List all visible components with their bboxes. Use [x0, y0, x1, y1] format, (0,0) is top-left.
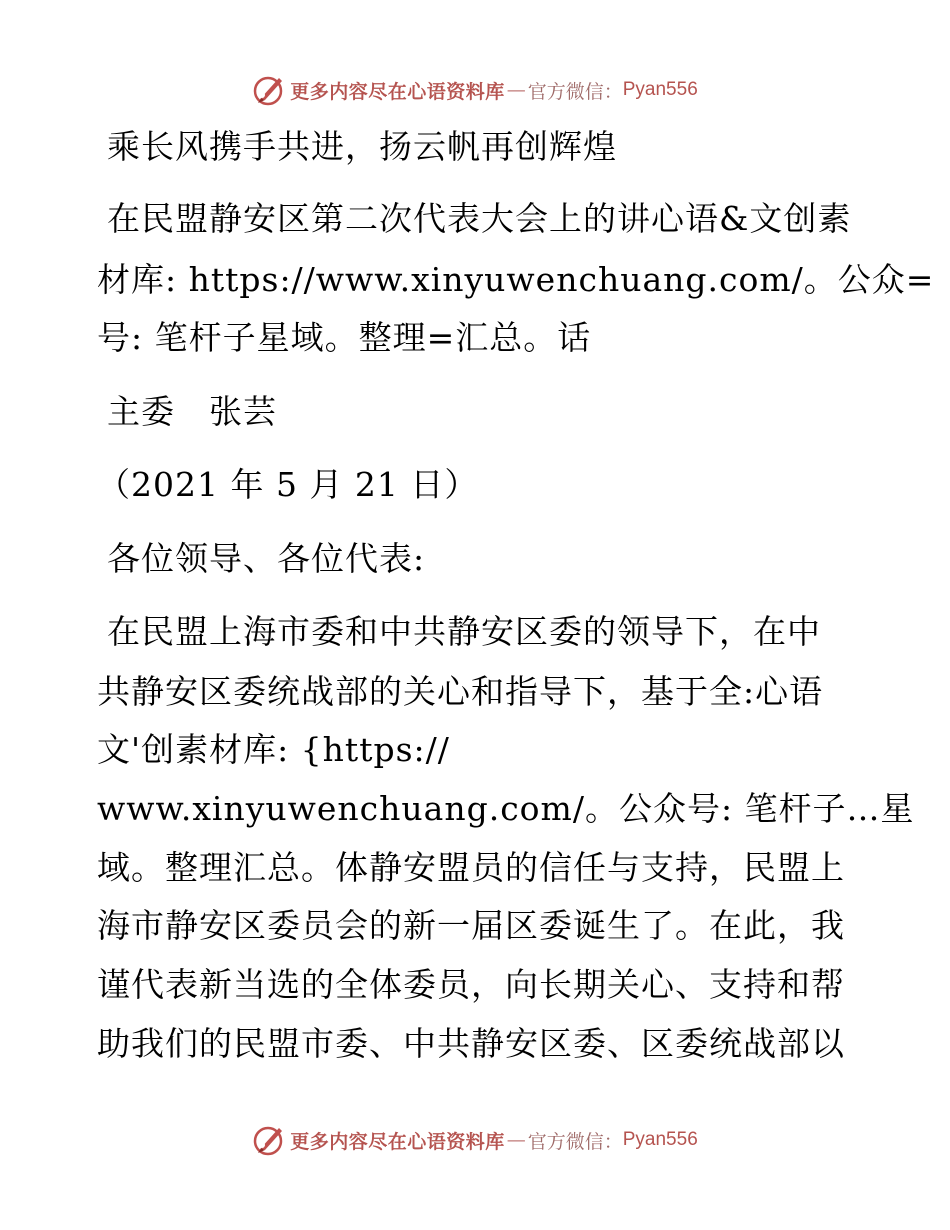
header-watermark-banner	[0, 70, 950, 110]
quill-pen-logo-icon	[252, 73, 286, 107]
watermark-wechat-label: 官方微信：	[527, 80, 623, 103]
body-line-3: 文'创素材库: {https://	[97, 730, 450, 769]
speaker-line: 主委 张芸	[107, 392, 277, 431]
watermark-text: 更多内容尽在心语资料库	[290, 80, 505, 103]
body-line-4: www.xinyuwenchuang.com/。公众号: 笔杆子…星	[97, 789, 915, 828]
watermark-wechat-label: 官方微信：	[527, 1130, 623, 1153]
watermark-dash: —	[506, 1129, 526, 1151]
watermark-wechat-id: Pyan556	[622, 79, 698, 100]
watermark-dash: —	[506, 79, 526, 101]
body-line-1: 在民盟上海市委和中共静安区委的领导下，在中	[107, 612, 821, 651]
body-line-7: 谨代表新当选的全体委员，向长期关心、支持和帮	[97, 965, 845, 1004]
watermark-wechat-id: Pyan556	[622, 1129, 698, 1150]
quill-pen-logo-icon	[252, 1123, 286, 1157]
body-line-8: 助我们的民盟市委、中共静安区委、区委统战部以	[97, 1024, 845, 1063]
body-line-6: 海市静安区委员会的新一届区委诞生了。在此，我	[97, 906, 845, 945]
body-line-2: 共静安区委统战部的关心和指导下，基于全:心语	[97, 672, 824, 711]
subtitle-line-3: 号: 笔杆子星域。整理=汇总。话	[97, 318, 592, 357]
body-line-5: 域。整理汇总。体静安盟员的信任与支持，民盟上	[97, 848, 845, 887]
document-title: 乘长风携手共进，扬云帆再创辉煌	[107, 127, 617, 166]
footer-watermark-banner	[0, 1120, 950, 1160]
date-line: （2021 年 5 月 21 日）	[97, 465, 479, 504]
subtitle-line-2: 材库: https://www.xinyuwenchuang.com/。公众=	[97, 260, 935, 299]
subtitle-line-1: 在民盟静安区第二次代表大会上的讲心语&文创素	[107, 199, 852, 238]
salutation: 各位领导、各位代表:	[107, 539, 426, 578]
watermark-text: 更多内容尽在心语资料库	[290, 1130, 505, 1153]
